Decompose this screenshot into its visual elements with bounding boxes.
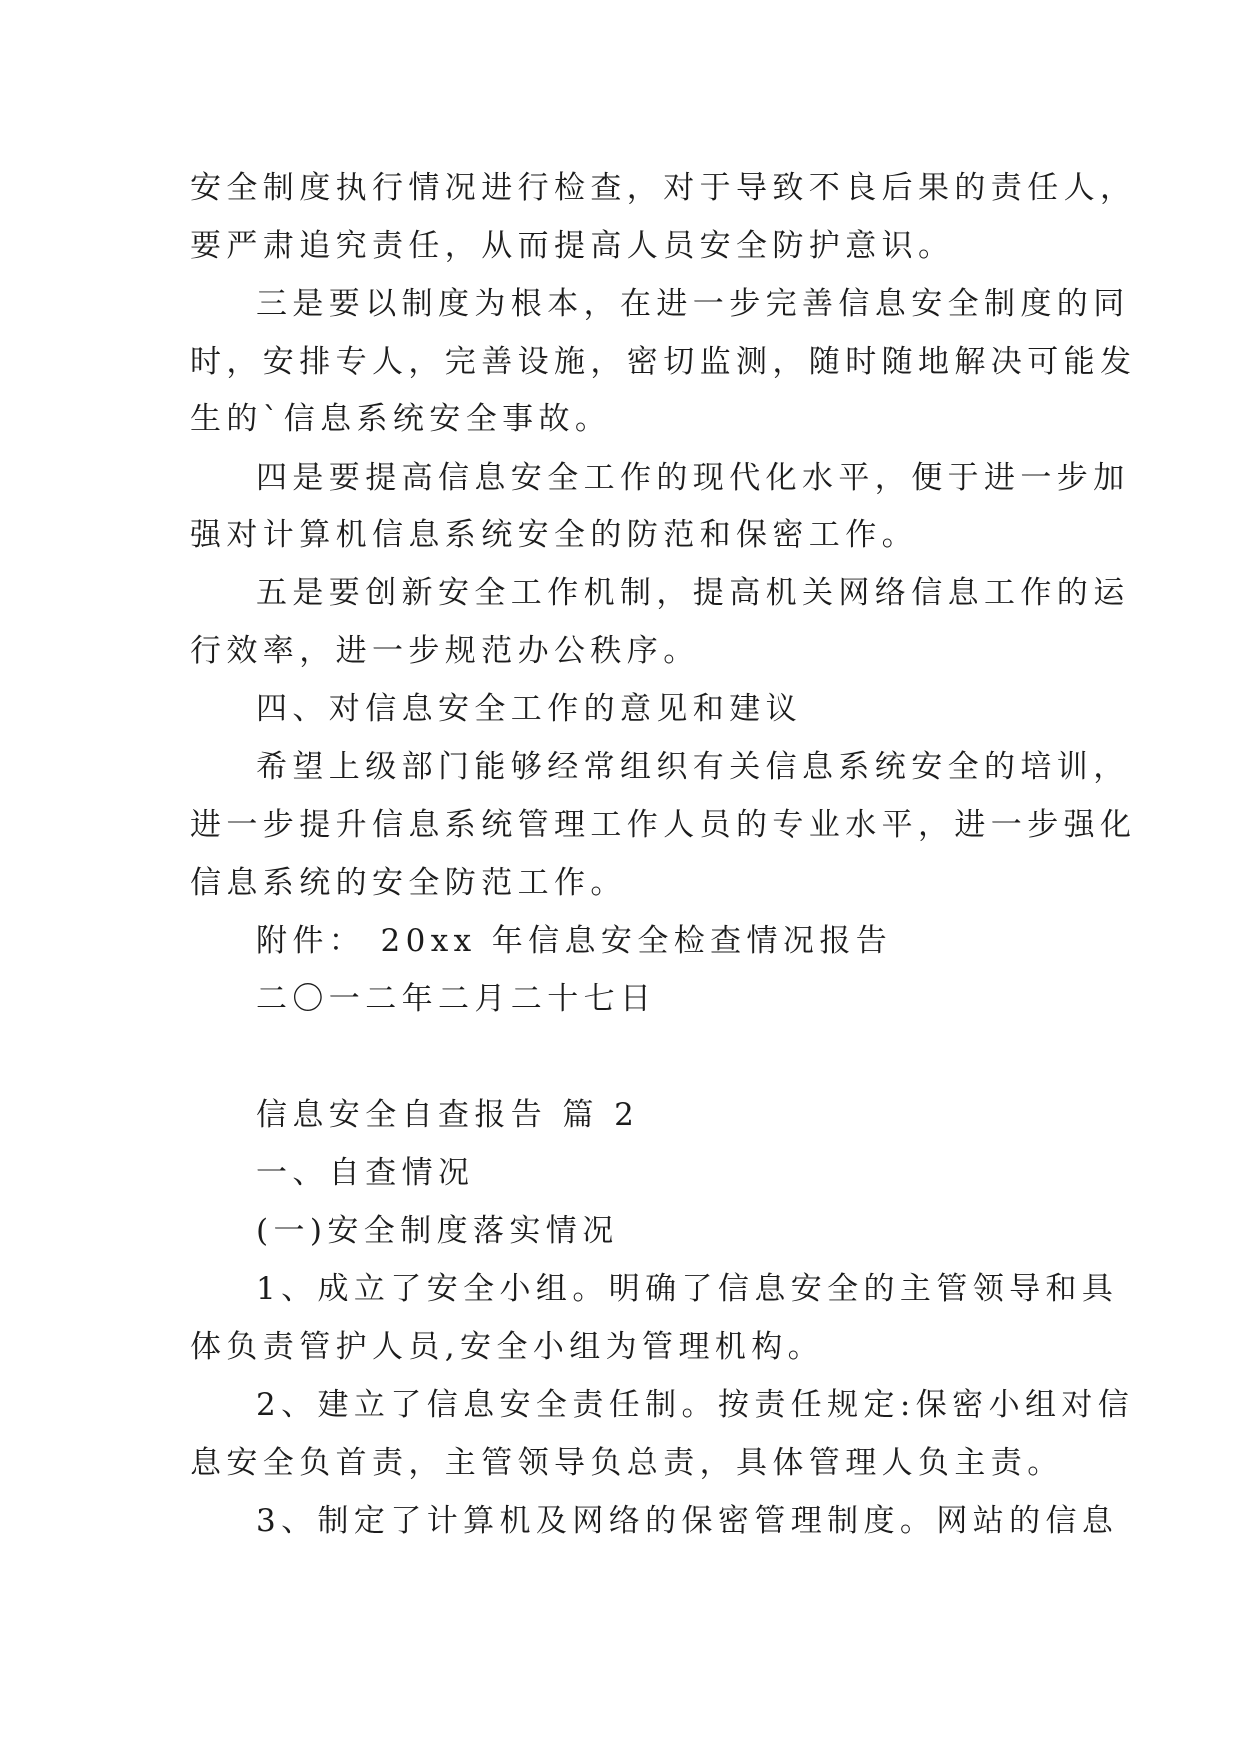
text-line: 进一步提升信息系统管理工作人员的专业水平，进一步强化: [190, 807, 1137, 843]
section-heading: 一、自查情况: [256, 1155, 475, 1191]
text-line: 时，安排专人，完善设施，密切监测，随时随地解决可能发: [190, 344, 1137, 380]
section-heading: 四、对信息安全工作的意见和建议: [256, 691, 802, 727]
list-item-3: 3、制定了计算机及网络的保密管理制度。网站的信息: [256, 1503, 1119, 1539]
list-item-1: 1、成立了安全小组。明确了信息安全的主管领导和具: [256, 1271, 1119, 1307]
paragraph-suggestion: 希望上级部门能够经常组织有关信息系统安全的培训，: [256, 749, 1130, 785]
date-line: 二〇一二年二月二十七日: [256, 981, 657, 1017]
paragraph-point-five: 五是要创新安全工作机制，提高机关网络信息工作的运: [256, 575, 1130, 611]
text-line: 行效率，进一步规范办公秩序。: [190, 633, 700, 669]
text-line: 信息系统的安全防范工作。: [190, 865, 627, 901]
report-title: 信息安全自查报告 篇 2: [256, 1097, 640, 1133]
paragraph-point-three: 三是要以制度为根本，在进一步完善信息安全制度的同: [256, 286, 1130, 322]
text-line: 息安全负首责，主管领导负总责，具体管理人负主责。: [190, 1445, 1064, 1481]
text-line: 强对计算机信息系统安全的防范和保密工作。: [190, 517, 918, 553]
text-line: 体负责管护人员,安全小组为管理机构。: [190, 1329, 825, 1365]
subsection-heading: (一)安全制度落实情况: [256, 1213, 619, 1249]
text-line: 要严肃追究责任，从而提高人员安全防护意识。: [190, 228, 955, 264]
list-item-2: 2、建立了信息安全责任制。按责任规定:保密小组对信: [256, 1387, 1135, 1423]
text-line: 生的`信息系统安全事故。: [190, 401, 612, 437]
paragraph-point-four: 四是要提高信息安全工作的现代化水平，便于进一步加: [256, 460, 1130, 496]
text-line: 安全制度执行情况进行检查，对于导致不良后果的责任人，: [190, 170, 1137, 206]
attachment-line: 附件： 20xx 年信息安全检查情况报告: [256, 923, 893, 959]
